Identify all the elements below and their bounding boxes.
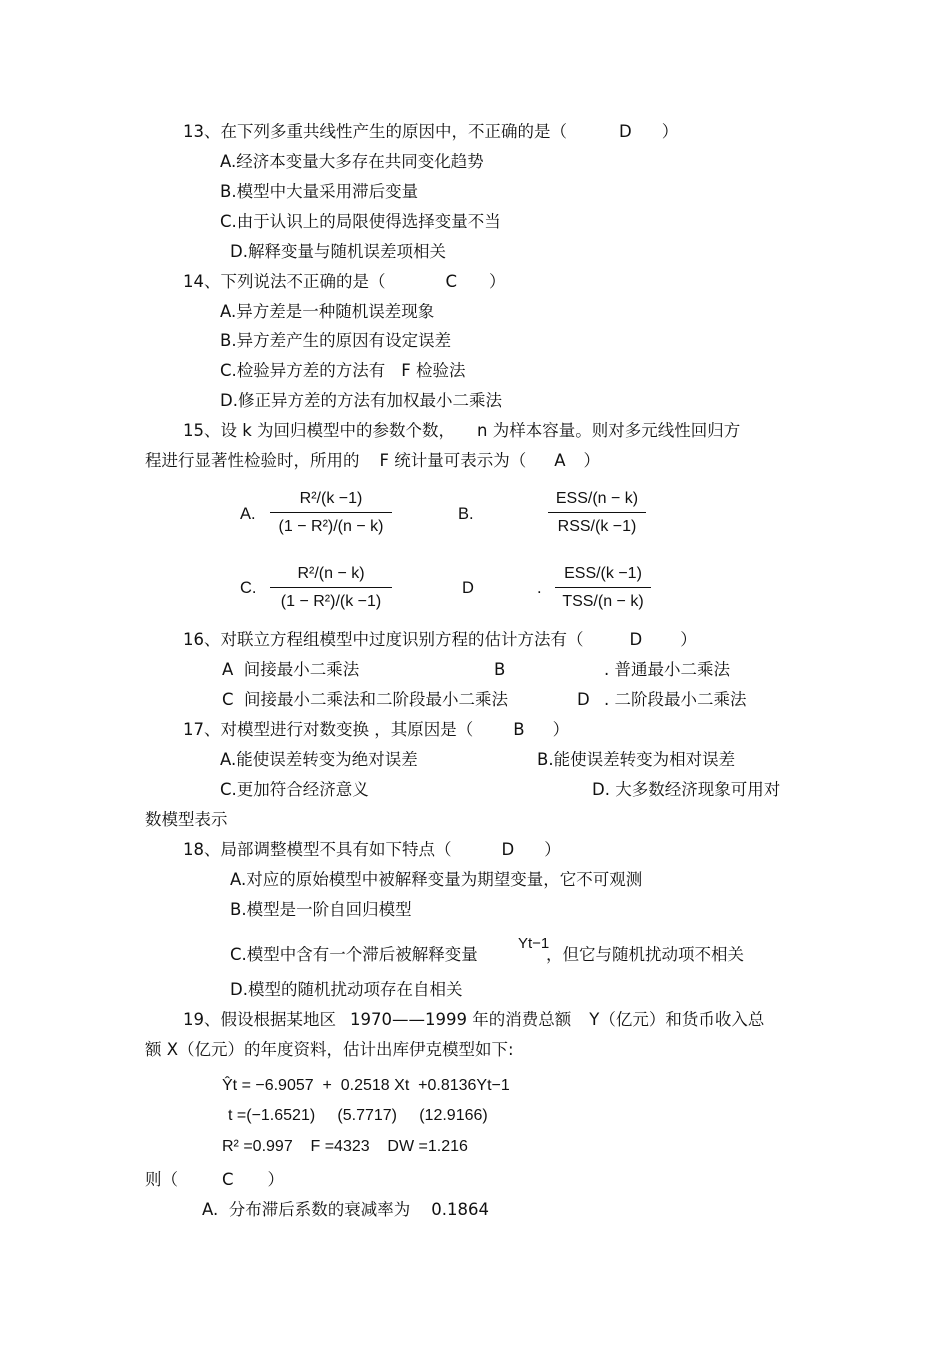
q19-answer: C bbox=[222, 1170, 234, 1189]
q17-option-d-line1: D. 大多数经济现象可用对 bbox=[592, 780, 781, 799]
q16-option-b-label: B bbox=[494, 660, 506, 679]
q15-option-d-numerator: ESS/(k −1) bbox=[564, 565, 642, 582]
q19-equation-fit-stats: R² =0.997 F =4323 DW =1.216 bbox=[222, 1138, 468, 1155]
q15-option-d-fraction bbox=[555, 564, 651, 612]
q16-option-d-text: . 二阶段最小二乘法 bbox=[604, 690, 747, 709]
q17-option-d-line2: 数模型表示 bbox=[145, 810, 228, 829]
q15-option-c-numerator: R²/(n − k) bbox=[297, 565, 365, 582]
q19-equation-t-stats: t =(−1.6521) (5.7717) (12.9166) bbox=[228, 1107, 488, 1124]
q15-option-d-denominator: TSS/(n − k) bbox=[562, 593, 644, 610]
fraction-bar bbox=[548, 512, 646, 513]
q18-answer: D bbox=[501, 840, 515, 859]
q17-stem: 17、对模型进行对数变换 ，其原因是（ B ） bbox=[183, 720, 570, 739]
q19-stem-line2: 额 X（亿元）的年度资料，估计出库伊克模型如下: bbox=[145, 1040, 514, 1059]
q17-option-c: C.更加符合经济意义 bbox=[220, 780, 369, 799]
q16-option-a: A 间接最小二乘法 bbox=[222, 660, 360, 679]
q18-stem: 18、局部调整模型不具有如下特点（ D ） bbox=[183, 840, 561, 859]
q14-stem: 14、下列说法不正确的是（ C ） bbox=[183, 272, 506, 291]
q15-stem-line2: 程进行显著性检验时，所用的 F 统计量可表示为（ A ） bbox=[145, 451, 601, 470]
q15-option-b-fraction bbox=[548, 489, 646, 537]
fraction-bar bbox=[270, 587, 392, 588]
q15-option-a-numerator: R²/(k −1) bbox=[299, 490, 363, 507]
q15-stem-line1: 15、设 k 为回归模型中的参数个数， n 为样本容量。则对多元线性回归方 bbox=[183, 421, 741, 440]
q15-answer: A bbox=[554, 451, 566, 470]
q16-option-d-label: D bbox=[577, 690, 590, 709]
q15-option-c-label: C. bbox=[240, 579, 257, 597]
q13-option-b: B.模型中大量采用滞后变量 bbox=[220, 182, 419, 201]
q15-option-c-fraction bbox=[270, 564, 392, 612]
q15-option-a-label: A. bbox=[240, 505, 256, 523]
q17-answer: B bbox=[513, 720, 525, 739]
q19-equation-model: Ŷt = −6.9057 + 0.2518 Xt +0.8136Yt−1 bbox=[222, 1077, 510, 1094]
q17-option-a: A.能使误差转变为绝对误差 bbox=[220, 750, 418, 769]
q14-option-a: A.异方差是一种随机误差现象 bbox=[220, 302, 435, 321]
q15-option-b-label: B. bbox=[458, 505, 474, 523]
q13-stem: 13、在下列多重共线性产生的原因中，不正确的是（ D ） bbox=[183, 122, 679, 141]
q15-option-c-denominator: (1 − R²)/(k −1) bbox=[280, 593, 382, 610]
q18-option-c-part1: C.模型中含有一个滞后被解释变量 bbox=[230, 945, 478, 964]
q18-option-b: B.模型是一阶自回归模型 bbox=[230, 900, 412, 919]
q14-option-d: D.修正异方差的方法有加权最小二乘法 bbox=[220, 391, 502, 410]
q18-option-a: A.对应的原始模型中被解释变量为期望变量，它不可观测 bbox=[230, 870, 643, 889]
fraction-bar bbox=[270, 512, 392, 513]
q15-option-b-denominator: RSS/(k −1) bbox=[557, 518, 637, 535]
q15-option-a-denominator: (1 − R²)/(n − k) bbox=[278, 518, 384, 535]
q18-option-c-part2: ，但它与随机扰动项不相关 bbox=[546, 945, 744, 964]
q13-option-d: D.解释变量与随机误差项相关 bbox=[230, 242, 446, 261]
q16-option-c: C 间接最小二乘法和二阶段最小二乘法 bbox=[222, 690, 509, 709]
q13-option-a: A.经济本变量大多存在共同变化趋势 bbox=[220, 152, 484, 171]
q13-option-c: C.由于认识上的局限使得选择变量不当 bbox=[220, 212, 501, 231]
q14-answer: C bbox=[445, 272, 458, 291]
q14-option-b: B.异方差产生的原因有设定误差 bbox=[220, 331, 452, 350]
q18-option-d: D.模型的随机扰动项存在自相关 bbox=[230, 980, 463, 999]
q16-option-b-text: . 普通最小二乘法 bbox=[604, 660, 730, 679]
q16-stem: 16、对联立方程组模型中过度识别方程的估计方法有（ D ） bbox=[183, 630, 697, 649]
q18-option-c-variable: Yt−1 bbox=[518, 935, 550, 952]
q15-option-d-dot: . bbox=[537, 579, 542, 597]
q13-answer: D bbox=[619, 122, 632, 141]
fraction-bar bbox=[555, 587, 651, 588]
q19-stem-line1: 19、假设根据某地区 1970——1999 年的消费总额 Y（亿元）和货币收入总 bbox=[183, 1010, 765, 1029]
q17-option-b: B.能使误差转变为相对误差 bbox=[537, 750, 736, 769]
q16-answer: D bbox=[629, 630, 643, 649]
q15-option-b-numerator: ESS/(n − k) bbox=[555, 490, 639, 507]
q19-option-a: A. 分布滞后系数的衰减率为 0.1864 bbox=[202, 1200, 489, 1219]
q15-option-a-fraction bbox=[270, 489, 392, 537]
q19-then: 则（ C ） bbox=[145, 1170, 285, 1189]
q14-option-c: C.检验异方差的方法有 F 检验法 bbox=[220, 361, 466, 380]
q15-option-d-label: D bbox=[462, 579, 474, 597]
